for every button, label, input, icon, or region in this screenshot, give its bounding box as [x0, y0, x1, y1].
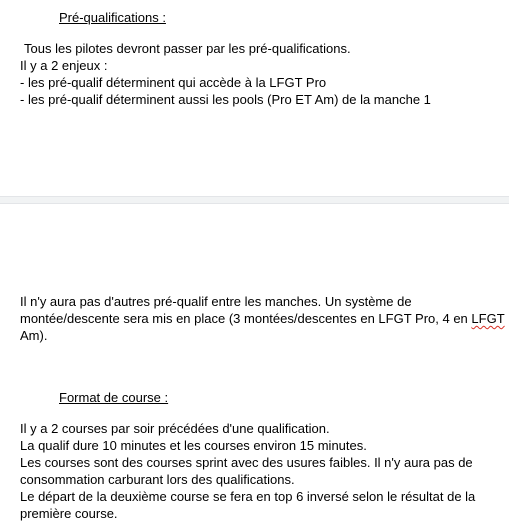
page-break [0, 196, 509, 204]
text-line [20, 310, 505, 327]
text-line: Tous les pilotes devront passer par les pré-qualifications. [24, 41, 351, 56]
document-page-1 [0, 0, 509, 196]
text-line: première course. [20, 506, 118, 521]
text-line: consommation carburant lors des qualifications. [20, 472, 295, 487]
spellcheck-flagged-word[interactable]: LFGT [471, 311, 505, 326]
text-line: Il y a 2 enjeux : [20, 58, 108, 73]
text-line: Il y a 2 courses par soir précédées d'une qualification. [20, 421, 330, 436]
text-line: Am). [20, 328, 48, 343]
prequalifications-paragraph [20, 40, 505, 108]
text-line: Le départ de la deuxième course se fera en top 6 inversé selon le résultat de la [20, 489, 476, 504]
document-page-2 [0, 204, 509, 530]
text-line: - les pré-qualif déterminent qui accède à la LFGT Pro [20, 75, 327, 90]
text-line: - les pré-qualif déterminent aussi les pools (Pro ET Am) de la manche 1 [20, 92, 431, 107]
race-format-heading: Format de course : [59, 390, 169, 405]
text-segment: montée/descente sera mis en place (3 montées/descentes en LFGT Pro, 4 en [20, 311, 472, 326]
text-line: La qualif dure 10 minutes et les courses environ 15 minutes. [20, 438, 367, 453]
promotion-paragraph [20, 293, 505, 344]
race-format-paragraph [20, 420, 505, 522]
text-line: Il n'y aura pas d'autres pré-qualif entre les manches. Un système de [20, 294, 412, 309]
prequalifications-heading: Pré-qualifications : [59, 10, 166, 25]
text-line: Les courses sont des courses sprint avec des usures faibles. Il n'y aura pas de [20, 455, 473, 470]
